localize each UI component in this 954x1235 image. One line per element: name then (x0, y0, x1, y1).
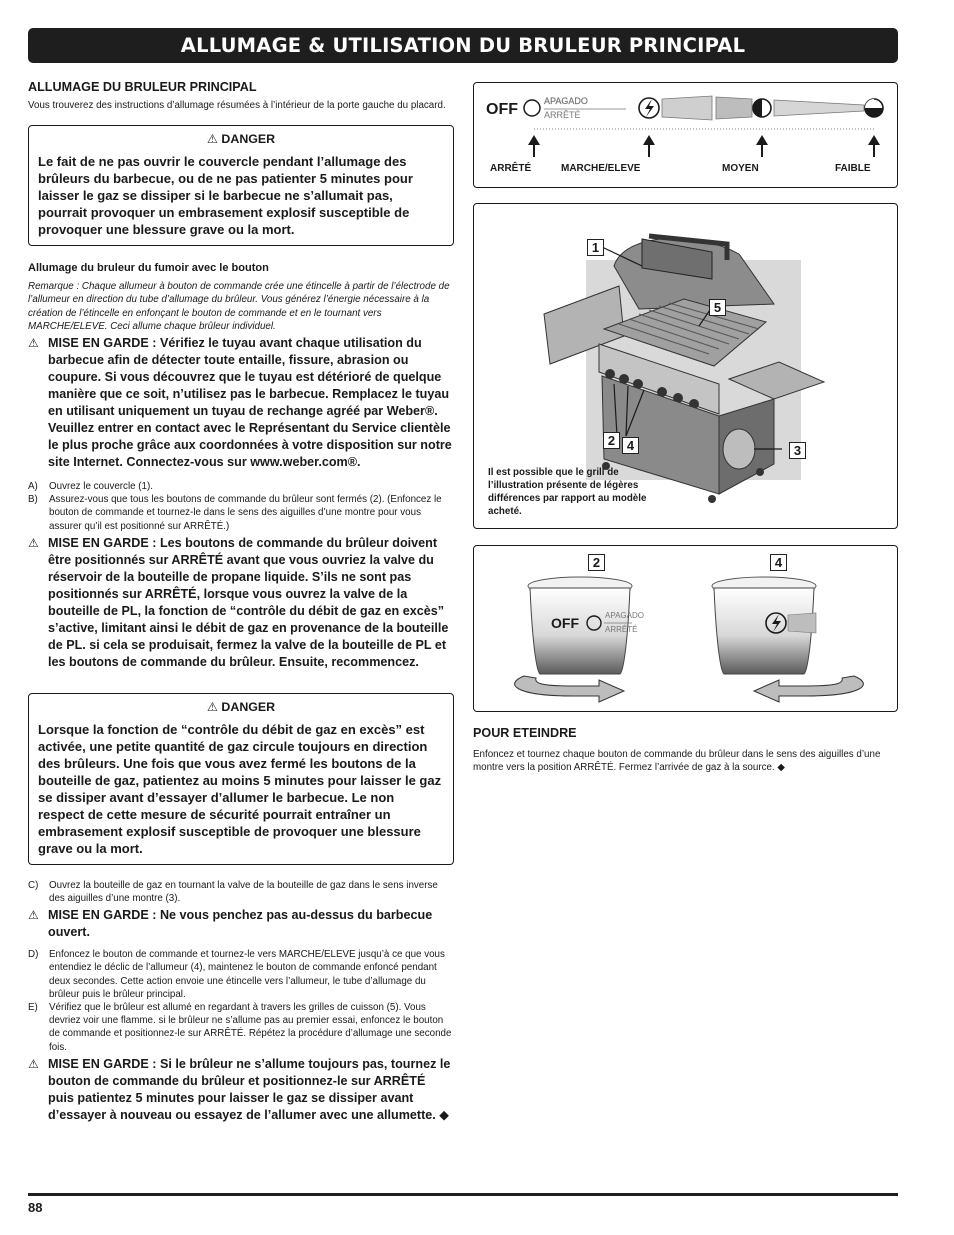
step-text: Ouvrez la bouteille de gaz en tournant la valve de la bouteille de gaz dans le sens inverse des aiguilles d’une montre (3). (49, 879, 438, 905)
callout-5: 5 (709, 299, 726, 316)
position-label-medium: MOYEN (722, 163, 759, 174)
callout-4: 4 (622, 437, 639, 454)
rotate-counterclockwise-arrow (754, 676, 863, 702)
turn-off-text: Enfoncez et tournez chaque bouton de commande du brûleur dans le sens des aiguilles d’une montre vers la position ARRÊTÉ. Fermez l’arrivée de gaz à la source. ◆ (473, 749, 881, 774)
step-text: Ouvrez le couvercle (1). (49, 481, 153, 493)
step-letter: B) (28, 494, 38, 506)
warning-text: MISE EN GARDE : Vérifiez le tuyau avant chaque utilisation du barbecue afin de détecter toute entaille, fissure, abrasion ou coupure. Si vous découvrez que le tuyau est détérioré de quelque manière que ce soit, n’utilisez pas le barbecue. Remplacez le tuyau en utilisant uniquement un tuyau de rechange agréé par Weber®. Veuillez entrer en contact avec le Représentant du Service clientèle le plus proche grâce aux coordonnées à votre disposition sur notre site Internet. Connectez-vous sur www.weber.com®. (48, 336, 452, 470)
intro-text: Vous trouverez des instructions d’allumage résumées à l’intérieur de la porte gauche du placard. (28, 100, 446, 111)
knob-arrete-label: ARRÊTÉ (605, 625, 638, 634)
warning-3 (28, 907, 454, 941)
subtitle: Allumage du bruleur du fumoir avec le bouton (28, 262, 269, 275)
section-title: ALLUMAGE DU BRULEUR PRINCIPAL (28, 80, 257, 94)
callout-2: 2 (603, 432, 620, 449)
danger-box-2 (28, 693, 454, 865)
knob-callout-4: 4 (770, 554, 787, 571)
page-title-banner (28, 28, 898, 63)
warning-text: MISE EN GARDE : Si le brûleur ne s’allume toujours pas, tournez le bouton de commande du brûleur et positionnez-le sur ARRÊTÉ puis patientez 5 minutes pour laisser le gaz se dissiper avant d’essayer à nouveau ou essayez de l’allumer avec une allumette. ◆ (48, 1056, 451, 1122)
step-e (28, 1001, 454, 1054)
danger-box-1 (28, 125, 454, 246)
dial-off-circle (524, 100, 540, 116)
step-b (28, 493, 454, 533)
step-d (28, 948, 454, 1001)
dial-arrete-label: ARRÊTÉ (544, 110, 581, 120)
warning-text: MISE EN GARDE : Les boutons de commande du brûleur doivent être positionnés sur ARRÊTÉ avant que vous ouvriez la valve du réservoir de la bouteille de propane liquide. S’ils ne sont pas positionnés sur ARRÊTÉ, lorsque vous ouvrez la valve de la bouteille de PL, la fonction de “contrôle du débit de gaz en excès” s’active, limitant ainsi le débit de gaz en provenance de la bouteille de PL. si cela se produisait, fermez la valve de la bouteille de PL et les boutons de commande du brûleur. Ensuite, recommencez. (48, 535, 449, 669)
callout-3: 3 (789, 442, 806, 459)
step-text: Vérifiez que le brûleur est allumé en regardant à travers les grilles de cuisson (5). Vous devriez voir une flamme. si le brûleur ne s’allume pas au premier essai, enfoncez le bouton de commande et positionnez-le sur ARRÊTÉ. Répétez la procédure d’allumage une seconde fois. (49, 1002, 452, 1053)
page-title: ALLUMAGE & UTILISATION DU BRULEUR PRINCIPAL (180, 34, 746, 57)
warning-icon: ⚠ (28, 908, 39, 923)
knob-off-label: OFF (551, 615, 579, 631)
danger-title: ⚠ DANGER (206, 132, 276, 147)
warning-icon: ⚠ (28, 535, 39, 550)
knob-apagado-label: APAGADO (605, 611, 644, 620)
step-letter: C) (28, 879, 39, 891)
step-letter: A) (28, 481, 38, 493)
danger-text: Lorsque la fonction de “contrôle du débit de gaz en excès” est activée, une petite quantité de gaz circule toujours en direction des brûleurs. Une fois que vous avez fermé les boutons de la bouteille de gaz, patientez au moins 5 minutes pour laisser le gaz se dissiper avant d’essayer d’allumer le barbecue. Le non respect de cette mesure de sécurité pourrait entraîner un embrasement explosif susceptible de provoquer une blessure grave ou la mort. (38, 721, 442, 856)
grill-figure (473, 203, 898, 529)
dial-apagado-label: APAGADO (544, 96, 588, 106)
position-label-off: ARRÊTÉ (490, 163, 532, 174)
step-text: Enfoncez le bouton de commande et tournez-le vers MARCHE/ELEVE jusqu’à ce que vous entendiez le déclic de l’allumeur (4), maintenez le bouton de commande enfoncé pendant deux secondes. Cette action envoie une étincelle vers l’allumeur, le tube d’allumage du brûleur puis le brûleur principal. (49, 949, 445, 1000)
warning-4 (28, 1056, 454, 1124)
grill-note: Il est possible que le grill de l’illustration présente de légères différences par rapport au modèle acheté. (488, 467, 647, 517)
warning-text: MISE EN GARDE : Ne vous penchez pas au-dessus du barbecue ouvert. (48, 908, 433, 940)
step-letter: E) (28, 1002, 38, 1014)
turn-off-title: POUR ETEINDRE (473, 726, 577, 740)
left-column (28, 78, 454, 1124)
position-label-high: MARCHE/ELEVE (561, 163, 641, 174)
dial-off-label: OFF (486, 101, 518, 118)
page-number: 88 (28, 1200, 43, 1215)
callout-1: 1 (587, 239, 604, 256)
remark-text: Remarque : Chaque allumeur à bouton de commande crée une étincelle à partir de l’électrode de l’allumeur en direction du tube d’allumage du brûleur. Vous générez l’énergie nécessaire à la création de l’étincelle en enfonçant le bouton de commande et en le tournant vers MARCHE/ELEVE. Ceci allume chaque brûleur individuel. (28, 281, 450, 332)
flame-band (662, 96, 712, 120)
turn-off-section (473, 726, 898, 774)
warning-2 (28, 535, 454, 671)
knob-figure (473, 545, 898, 712)
step-letter: D) (28, 949, 39, 961)
footer-rule (28, 1193, 898, 1196)
danger-title: ⚠ DANGER (206, 699, 276, 714)
warning-icon: ⚠ (28, 1056, 39, 1071)
knob-callout-2: 2 (588, 554, 605, 571)
danger-text: Le fait de ne pas ouvrir le couvercle pendant l’allumage des brûleurs du barbecue, ou de ne pas patienter 5 minutes pour laisser le gaz se dissiper si le barbecue ne s’allumait pas, pourrait provoquer un embrasement explosif susceptible de provoquer une blessure grave ou la mort. (38, 154, 413, 238)
warning-icon: ⚠ (28, 336, 39, 351)
step-c (28, 879, 454, 905)
step-text: Assurez-vous que tous les boutons de commande du brûleur sont fermés (2). (Enfoncez le bouton de commande et tournez-le dans le sens des aiguilles d’une montre pour vous assurer qu’il est positionné sur ARRÊTÉ.) (49, 494, 442, 532)
knob-illustration (474, 546, 896, 710)
warning-1 (28, 335, 454, 471)
rotate-clockwise-arrow (515, 676, 624, 702)
position-label-low: FAIBLE (835, 163, 871, 174)
step-a (28, 480, 454, 493)
dial-graphic (474, 83, 896, 186)
